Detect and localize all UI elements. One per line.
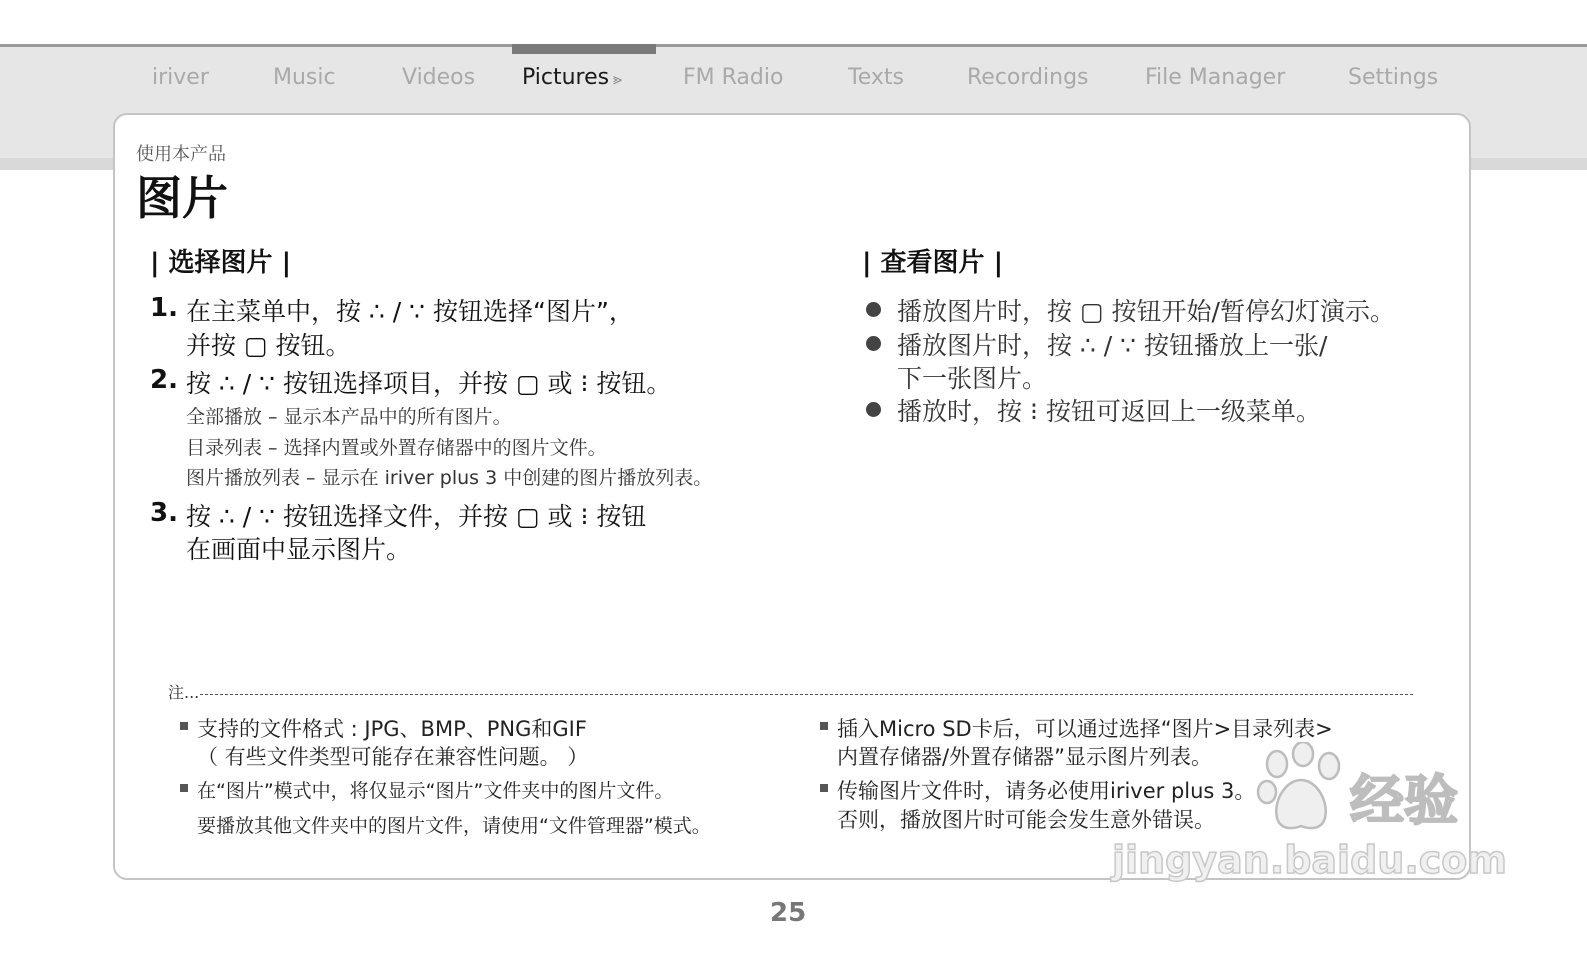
view-bullet-2-line-1: 播放图片时，按 ∴ / ∵ 按钮播放上一张/: [897, 331, 1328, 360]
bullet-dot: [866, 302, 881, 317]
tab-pictures-label: Pictures: [522, 65, 610, 90]
note-square-bullet: [820, 784, 828, 792]
note-right-2-line-2: 否则，播放图片时可能会发生意外错误。: [837, 808, 1215, 832]
double-chevron-icon: ⪢: [613, 69, 623, 88]
note-square-bullet: [180, 784, 188, 792]
bullet-dot: [866, 402, 881, 417]
watermark-url: jingyan.baidu.com: [1112, 838, 1507, 882]
step-2-line-1: 按 ∴ / ∵ 按钮选择项目，并按 ▢ 或 ⁝ 按钮。: [186, 369, 672, 398]
note-left-2-line-2: 要播放其他文件夹中的图片文件，请使用“文件管理器”模式。: [197, 815, 711, 837]
bullet-dot: [866, 336, 881, 351]
paw-logo-icon: [1255, 742, 1347, 834]
active-tab-indicator: [512, 44, 656, 54]
step-number-2: 2.: [150, 365, 178, 395]
tab-settings[interactable]: Settings: [1348, 65, 1439, 90]
tab-pictures[interactable]: [522, 65, 622, 90]
breadcrumb: 使用本产品: [136, 144, 226, 165]
tab-music[interactable]: Music: [273, 65, 336, 90]
note-square-bullet: [180, 722, 188, 730]
note-left-1-line-1: 支持的文件格式 : JPG、BMP、PNG和GIF: [197, 717, 587, 741]
notes-label: 注...: [168, 683, 200, 702]
step-3-line-2: 在画面中显示图片。: [186, 535, 412, 564]
note-square-bullet: [820, 722, 828, 730]
tab-videos[interactable]: Videos: [402, 65, 476, 90]
note-left-2-line-1: 在“图片”模式中，将仅显示“图片”文件夹中的图片文件。: [197, 780, 674, 802]
step-2-sub-2: 目录列表 – 选择内置或外置存储器中的图片文件。: [186, 437, 607, 459]
tab-iriver[interactable]: iriver: [152, 65, 209, 90]
page-title: 图片: [136, 171, 228, 225]
tab-texts[interactable]: Texts: [848, 65, 904, 90]
step-2-sub-3: 图片播放列表 – 显示在 iriver plus 3 中创建的图片播放列表。: [186, 467, 713, 489]
tab-recordings[interactable]: Recordings: [967, 65, 1089, 90]
step-1-line-2: 并按 ▢ 按钮。: [186, 331, 351, 360]
note-right-2-line-1: 传输图片文件时，请务必使用iriver plus 3。: [837, 779, 1256, 803]
step-2-sub-1: 全部播放 – 显示本产品中的所有图片。: [186, 406, 512, 428]
notes-divider: [200, 694, 1413, 695]
section-heading-select: | 选择图片 |: [150, 248, 292, 278]
step-number-1: 1.: [150, 293, 178, 323]
step-number-3: 3.: [150, 498, 178, 528]
view-bullet-1-line-1: 播放图片时，按 ▢ 按钮开始/暂停幻灯演示。: [897, 297, 1395, 326]
tab-file-manager[interactable]: File Manager: [1145, 65, 1286, 90]
note-left-1-line-2: （ 有些文件类型可能存在兼容性问题。 ）: [197, 745, 589, 769]
tab-fm-radio[interactable]: FM Radio: [683, 65, 784, 90]
step-1-line-1: 在主菜单中，按 ∴ / ∵ 按钮选择“图片”，: [186, 297, 634, 326]
page-number: 25: [770, 898, 807, 928]
note-right-1-line-2: 内置存储器/外置存储器”显示图片列表。: [837, 745, 1212, 769]
watermark-brand: 经验: [1350, 769, 1458, 832]
section-heading-view: | 查看图片 |: [862, 248, 1004, 278]
note-right-1-line-1: 插入Micro SD卡后，可以通过选择“图片>目录列表>: [837, 717, 1333, 741]
step-3-line-1: 按 ∴ / ∵ 按钮选择文件，并按 ▢ 或 ⁝ 按钮: [186, 502, 647, 531]
view-bullet-2-line-2: 下一张图片。: [897, 364, 1048, 393]
view-bullet-3-line-1: 播放时，按 ⁝ 按钮可返回上一级菜单。: [897, 397, 1321, 426]
